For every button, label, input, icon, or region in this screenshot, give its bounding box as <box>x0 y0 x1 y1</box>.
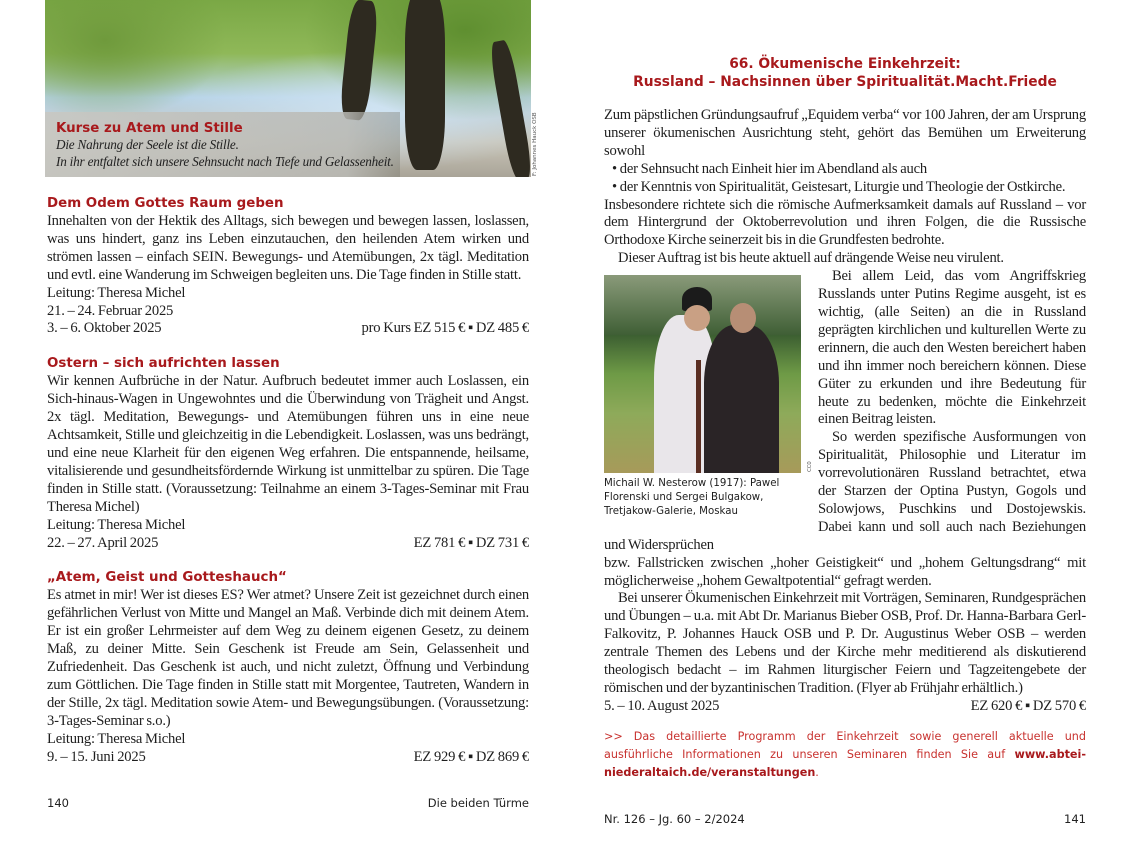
course-leader: Leitung: Theresa Michel <box>47 284 186 301</box>
paragraph: Bei allem Leid, das vom Angriffskrieg Russlands unter Putins Regime ausgeht, ist es wichtig, (alle Seiten) an die in Russland geprägten kirchlichen und kulturellen Werte zu erinnern, die auch den Westen bereichert haben und ihn immer noch bereichern können. Diese Güter zu erkunden und ihre Bedeutung für heute zu bedenken, möchte die Einkehrzeit einen Beitrag leisten. <box>818 268 1086 428</box>
paragraph: bzw. Fallstricken zwischen „hoher Geistigkeit“ und „hohem Geltungsdrang“ mit möglicherweise „hohem Gewaltpotential“ gefragt werden. <box>604 554 1086 589</box>
hero-caption <box>45 112 400 177</box>
painting-figure <box>604 275 813 519</box>
article-body <box>604 107 1086 716</box>
photo-credit: F: Johannes Hauck OSB <box>532 112 538 176</box>
intro-paragraph: Zum päpstlichen Gründungsaufruf „Equidem verba“ vor 100 Jahren, der am Ursprung unserer ökumenischen Ausrichtung steht, gehört das Bemühen um Erweiterung sowohl <box>604 107 1086 159</box>
magazine-title: Die beiden Türme <box>427 796 529 811</box>
course-title: Ostern – sich aufrichten lassen <box>47 356 280 372</box>
tree-trunk <box>488 39 531 177</box>
hero-subtitle-line: Die Nahrung der Seele ist die Stille. <box>56 137 239 152</box>
note-text: >> Das detaillierte Programm der Einkehrzeit sowie generell aktuelle und ausführliche Informationen zu unseren Seminaren finden Sie auf <box>604 729 1086 761</box>
bullet-text: der Sehnsucht nach Einheit hier im Abendland als auch <box>619 160 927 177</box>
article-title <box>604 55 1086 91</box>
course-date: 21. – 24. Februar 2025 <box>47 302 174 319</box>
course-3 <box>47 569 529 766</box>
figure-dark-coat <box>704 325 779 473</box>
hero-subtitle-line: In ihr entfaltet sich unsere Sehnsucht nach Tiefe und Gelassenheit. <box>56 154 394 169</box>
left-footer <box>47 766 529 840</box>
website-link[interactable]: www.abtei-niederaltaich.de/veranstaltungen <box>604 747 1086 779</box>
course-leader: Leitung: Theresa Michel <box>47 516 186 533</box>
course-price: EZ 929 € ▪ DZ 869 € <box>413 748 529 765</box>
course-title: Dem Odem Gottes Raum geben <box>47 196 284 211</box>
painting-caption: Michail W. Nesterow (1917): Pawel Florenski und Sergei Bulgakow, Tretjakow-Galerie, Moskau <box>604 478 780 518</box>
right-footer <box>604 782 1086 856</box>
bullet-item: • der Kenntnis von Spiritualität, Geistesart, Liturgie und Theologie der Ostkirche. <box>612 178 1066 195</box>
painting-credit: CC0 <box>807 461 813 473</box>
info-note <box>604 728 1086 782</box>
course-leader: Leitung: Theresa Michel <box>47 730 186 747</box>
course-text: Innehalten von der Hektik des Alltags, sich bewegen und bewegen lassen, loslassen, was uns hindert, ganz ins Leben einzutauchen, den heilenden Atem wirken und strömen lassen – einfach SEIN. Bewegungs- und Atemübungen, 2x tägl. Meditation und evtl. eine Wanderung im Schweigen begleiten uns. Die Tage finden in Stille statt. <box>47 213 529 283</box>
note-end: . <box>815 765 819 779</box>
course-date: 22. – 27. April 2025 <box>47 534 159 551</box>
event-price: EZ 620 € ▪ DZ 570 € <box>970 697 1086 714</box>
bullet-item: • der Sehnsucht nach Einheit hier im Abendland als auch <box>612 160 927 177</box>
tree-trunk <box>405 0 445 170</box>
bullet-text: der Kenntnis von Spiritualität, Geistesart, Liturgie und Theologie der Ostkirche. <box>619 178 1066 195</box>
event-date: 5. – 10. August 2025 <box>604 697 720 714</box>
article-title-line1: 66. Ökumenische Einkehrzeit: <box>729 56 961 72</box>
page-number-right: 141 <box>1064 811 1086 826</box>
course-price: EZ 781 € ▪ DZ 731 € <box>413 534 529 551</box>
course-2 <box>47 355 529 552</box>
page-number-left: 140 <box>47 796 69 811</box>
tree-trunk <box>339 0 379 121</box>
right-page <box>604 0 1086 856</box>
hero-photo <box>45 0 531 177</box>
course-date: 3. – 6. Oktober 2025 <box>47 320 162 337</box>
course-text: Wir kennen Aufbrüche in der Natur. Aufbruch bedeutet immer auch Loslassen, ein Sich-hinaus-Wagen in Ungewohntes und die Überwindung von Trägheit und Angst. 2x tägl. Meditation, Bewegungs- und Atemübungen führen uns in eine neue Achtsamkeit, Stille und gleichzeitig in die Lebendigkeit. Loslassen, was uns bedrängt, und eine neue Klarheit für den eigenen Weg erfahren. Die entspannende, heilsame, vitalisierende und gesundheitsfördernde Wirkung ist unmittelbar zu spüren. Die Tage finden in Stille statt. (Voraussetzung: Teilnahme an einem 3-Tages-Seminar mit Frau Theresa Michel) <box>47 373 529 515</box>
course-text: Es atmet in mir! Wer ist dieses ES? Wer atmet? Unsere Zeit ist gezeichnet durch einen gefährlichen Verlust von Mitte und Mangel an Maß. Verbinde dich mit deinem Atem. Er ist ein großer Lehrmeister auf dem Weg zu deinem eigenen Gesetz, zu deinem Maß, zu deiner Mitte. Sein Geschenk ist Freude am Sein, Gelassenheit und Zufriedenheit. Das Geschenk ist auch, und nicht zuletzt, Öffnung und Verbindung zum Göttlichen. Die Tage finden in Stille statt mit Morgentee, Tautreten, Wandern in der Stille, 2x tägl. Meditation sowie Atem- und Bewegungsübungen. (Voraussetzung: 3-Tages-Seminar s.o.) <box>47 587 529 729</box>
painting-image <box>604 275 801 473</box>
course-title: „Atem, Geist und Gotteshauch“ <box>47 570 287 586</box>
left-page <box>47 0 538 840</box>
paragraph: So werden spezifische Ausformungen von Spiritualität, Philosophie und Literatur im vorrevolutionären Russland betrachtet, etwa der Starzen der Optina Pustyn, Gogols und Solowjows, Puschkins und Dostojewskis. Dabei kann und soll auch nach Beziehungen und Widersprüchen <box>604 429 1086 553</box>
course-1 <box>47 195 529 338</box>
course-price: pro Kurs EZ 515 € ▪ DZ 485 € <box>361 320 529 337</box>
course-date: 9. – 15. Juni 2025 <box>47 748 146 765</box>
paragraph: Bei unserer Ökumenischen Einkehrzeit mit Vorträgen, Seminaren, Rundgesprächen und Übungen – u.a. mit Abt Dr. Marianus Bieber OSB, Prof. Dr. Hanna-Barbara Gerl-Falkovitz, P. Johannes Hauck OSB und P. Dr. Augustinus Weber OSB – werden zentrale Themen des Lebens und der Kirche mehr meditierend als diskutierend theologisch bedacht – im Rahmen liturgischer Feiern und Tagzeitengebete der römischen und der byzantinischen Tradition. (Flyer ab Frühjahr erhältlich.) <box>604 590 1086 696</box>
issue-info: Nr. 126 – Jg. 60 – 2/2024 <box>604 811 745 826</box>
paragraph: Dieser Auftrag ist bis heute aktuell auf drängende Weise neu virulent. <box>618 250 1004 267</box>
paragraph: Insbesondere richtete sich die römische Aufmerksamkeit damals auf Russland – vor dem Hintergrund der Oktoberrevolution und ihren Folgen, die die Russische Orthodoxe Kirche seinerzeit bis in die Grundfesten bedrohte. <box>604 196 1086 249</box>
article-title-line2: Russland – Nachsinnen über Spiritualität.Macht.Friede <box>633 74 1057 90</box>
hero-title: Kurse zu Atem und Stille <box>56 121 243 136</box>
